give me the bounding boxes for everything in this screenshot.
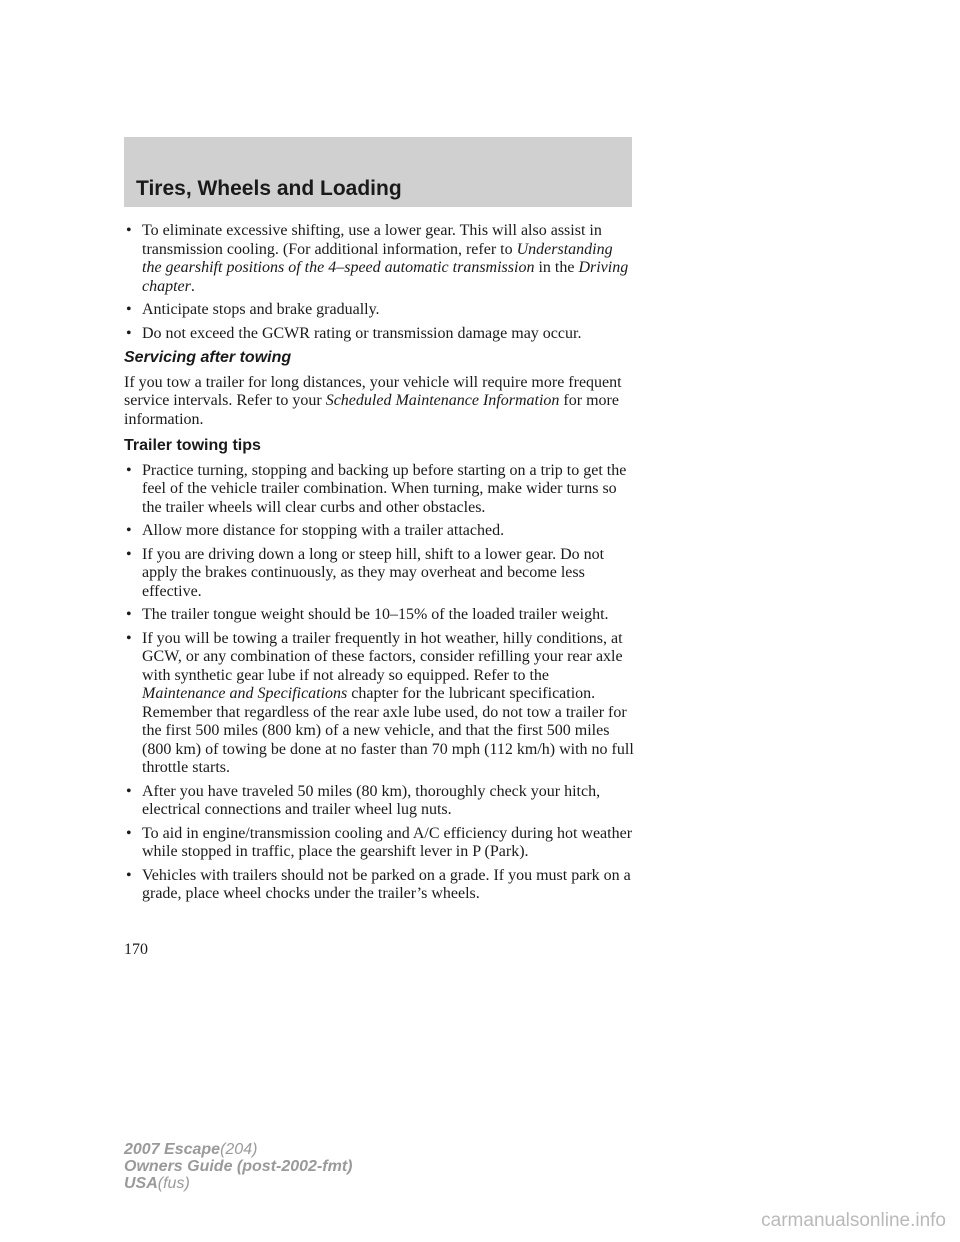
list-item-text: The trailer tongue weight should be 10–15% of the loaded trailer weight.: [142, 606, 609, 623]
bullet-icon: •: [126, 866, 132, 884]
list-item-text: Vehicles with trailers should not be parked on a grade. If you must park on a grade, place wheel chocks under the trailer’s wheels.: [142, 866, 631, 902]
servicing-paragraph: [124, 374, 634, 430]
footer-model-code: (204): [220, 1141, 258, 1158]
bullet-icon: •: [126, 545, 132, 563]
list-item: [124, 222, 634, 296]
footer-line: [124, 1175, 352, 1192]
list-item: [124, 825, 634, 862]
list-item: [124, 522, 634, 541]
list-item-text: Practice turning, stopping and backing up before starting on a trip to get the feel of the vehicle trailer combination. When turning, make wider turns so the trailer wheels will clear curbs and other obstacles.: [142, 461, 627, 516]
document-footer: [124, 1141, 352, 1192]
tips-bullet-list: [124, 462, 634, 904]
text-run: in the: [534, 259, 579, 276]
text-run: If you tow a trailer for long distances, your vehicle will require more frequent service intervals. Refer to your: [124, 373, 622, 409]
list-item-text: Do not exceed the GCWR rating or transmission damage may occur.: [142, 324, 582, 342]
bullet-icon: •: [126, 824, 132, 842]
bullet-icon: •: [126, 301, 132, 318]
footer-line: [124, 1158, 352, 1175]
footer-guide: Owners Guide (post-2002-fmt): [124, 1158, 353, 1175]
list-item-text: To aid in engine/transmission cooling and A/C efficiency during hot weather while stopped in traffic, place the gearshift lever in P (Park).: [142, 824, 633, 860]
bullet-icon: •: [126, 782, 132, 800]
italic-reference: Understanding the gearshift positions of the 4–speed automatic transmission: [142, 240, 613, 276]
list-item: [124, 301, 634, 320]
bullet-icon: •: [126, 629, 132, 647]
list-item-text: Anticipate stops and brake gradually.: [142, 301, 380, 318]
bullet-icon: •: [126, 522, 132, 539]
list-item: [124, 546, 634, 602]
text-run: .: [190, 277, 195, 295]
footer-line: [124, 1141, 352, 1158]
bullet-icon: •: [126, 324, 132, 342]
text-run: If you will be towing a trailer frequently in hot weather, hilly conditions, at GCW, or any combination of these factors, consider refilling your rear axle with synthetic gear lube if not already so equipped. Refer to the: [142, 629, 623, 684]
text-run: chapter for the lubricant specification. Remember that regardless of the rear axle lube used, do not tow a trailer for the first 500 miles (800 km) of a new vehicle, and that the first 500 miles (800 km) of towing be done at no faster than 70 mph (112 km/h) with no full throttle starts.: [142, 685, 634, 776]
watermark-text: carmanualsonline.info: [761, 1210, 946, 1231]
list-item: [124, 783, 634, 820]
text-run: for more information.: [124, 392, 619, 428]
italic-reference: Scheduled Maintenance Information: [325, 392, 560, 409]
section-title: Tires, Wheels and Loading: [136, 177, 402, 200]
footer-market-code: (fus): [157, 1175, 190, 1192]
italic-reference: Maintenance and Specifications: [142, 685, 348, 702]
list-item-text: Allow more distance for stopping with a trailer attached.: [142, 522, 505, 539]
list-item-text: After you have traveled 50 miles (80 km), thoroughly check your hitch, electrical connections and trailer wheel lug nuts.: [142, 782, 601, 818]
list-item: [124, 867, 634, 904]
footer-market: USA: [124, 1175, 158, 1192]
bullet-icon: •: [126, 461, 132, 479]
list-item: [124, 630, 634, 778]
tips-heading: Trailer towing tips: [124, 437, 261, 454]
servicing-heading: Servicing after towing: [124, 349, 292, 366]
list-item-text: If you are driving down a long or steep hill, shift to a lower gear. Do not apply the brakes continuously, as they may overheat and become less effective.: [142, 545, 605, 600]
intro-bullet-list: [124, 222, 634, 343]
list-item: [124, 606, 634, 625]
text-run: To eliminate excessive shifting, use a lower gear. This will also assist in transmission cooling. (For additional information, refer to: [142, 222, 602, 258]
page-content: [124, 222, 634, 909]
footer-model: 2007 Escape: [124, 1141, 221, 1158]
list-item: [124, 462, 634, 518]
page-number: 170: [124, 941, 148, 958]
bullet-icon: •: [126, 606, 132, 623]
section-header-band: [124, 137, 632, 207]
italic-reference: Driving chapter: [142, 259, 629, 295]
bullet-icon: •: [126, 222, 132, 239]
list-item: [124, 325, 634, 344]
